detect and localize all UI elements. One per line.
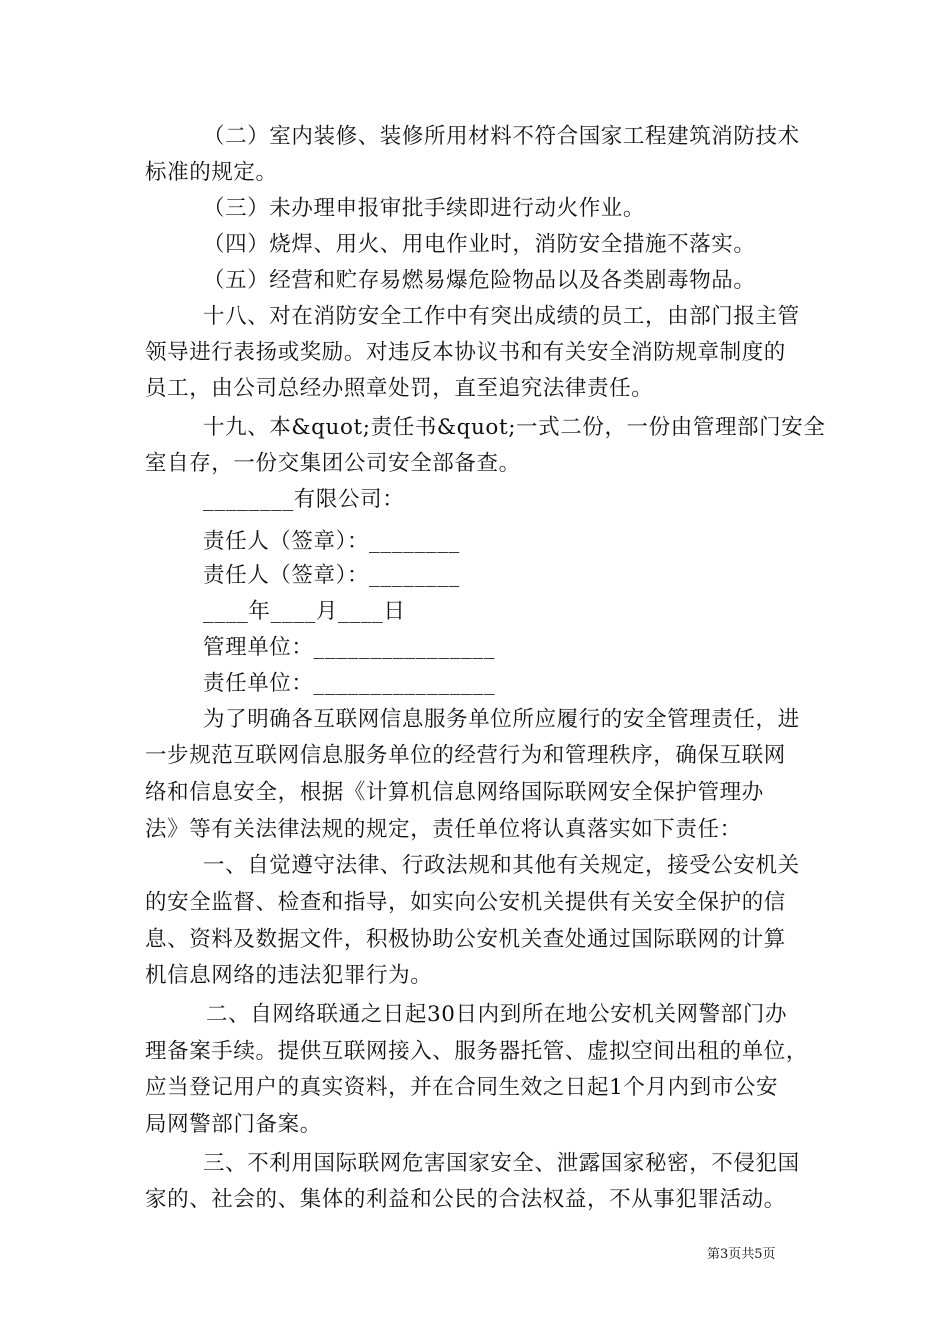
page-number: 第3页共5页 (707, 1247, 776, 1262)
date-line: ____年____月____日 (203, 599, 406, 624)
paragraph-line: （五）经营和贮存易燃易爆危险物品以及各类剧毒物品。 (203, 268, 756, 293)
paragraph-line: 络和信息安全，根据《计算机信息网络国际联网安全保护管理办 (145, 780, 764, 805)
paragraph-line: 十八、对在消防安全工作中有突出成绩的员工，由部门报主管 (203, 304, 800, 329)
paragraph-line: 法》等有关法律法规的规定，责任单位将认真落实如下责任： (145, 817, 742, 842)
paragraph-line: 室自存，一份交集团公司安全部备查。 (145, 451, 521, 476)
paragraph-line: 领导进行表扬或奖励。对违反本协议书和有关安全消防规章制度的 (145, 340, 786, 365)
responsible-unit-line: 责任单位：________________ (203, 671, 496, 696)
paragraph-line: 一步规范互联网信息服务单位的经营行为和管理秩序，确保互联网 (145, 743, 786, 768)
paragraph-line: 为了明确各互联网信息服务单位所应履行的安全管理责任，进 (203, 707, 800, 732)
paragraph-line: 机信息网络的违法犯罪行为。 (145, 963, 433, 988)
paragraph-line: 员工，由公司总经办照章处罚，直至追究法律责任。 (145, 376, 654, 401)
paragraph-line: 二、自网络联通之日起30日内到所在地公安机关网警部门办 (206, 1002, 788, 1027)
management-unit-line: 管理单位：________________ (203, 635, 496, 660)
paragraph-line: 理备案手续。提供互联网接入、服务器托管、虚拟空间出租的单位， (145, 1039, 809, 1064)
paragraph-line: 的安全监督、检查和指导，如实向公安机关提供有关安全保护的信 (145, 890, 786, 915)
paragraph-line: （四）烧焊、用火、用电作业时，消防安全措施不落实。 (203, 232, 756, 257)
paragraph-line: 家的、社会的、集体的利益和公民的合法权益，不从事犯罪活动。 (145, 1187, 786, 1212)
paragraph-line: （二）室内装修、装修所用材料不符合国家工程建筑消防技术 (203, 124, 800, 149)
paragraph-line: （三）未办理申报审批手续即进行动火作业。 (203, 196, 646, 221)
paragraph-line: 一、自觉遵守法律、行政法规和其他有关规定，接受公安机关 (203, 853, 800, 878)
responsible-person-signature: 责任人（签章）：________ (203, 529, 460, 554)
responsible-person-signature: 责任人（签章）：________ (203, 563, 460, 588)
paragraph-line: 十九、本&quot;责任书&quot;一式二份，一份由管理部门安全 (203, 415, 826, 440)
paragraph-line: 局网警部门备案。 (145, 1112, 322, 1137)
company-signature-line: ________有限公司： (203, 487, 405, 512)
paragraph-line: 三、不利用国际联网危害国家安全、泄露国家秘密，不侵犯国 (203, 1151, 800, 1176)
paragraph-line: 应当登记用户的真实资料，并在合同生效之日起1个月内到市公安 (145, 1075, 779, 1100)
paragraph-line: 息、资料及数据文件，积极协助公安机关查处通过国际联网的计算 (145, 927, 786, 952)
paragraph-line: 标准的规定。 (145, 160, 278, 185)
